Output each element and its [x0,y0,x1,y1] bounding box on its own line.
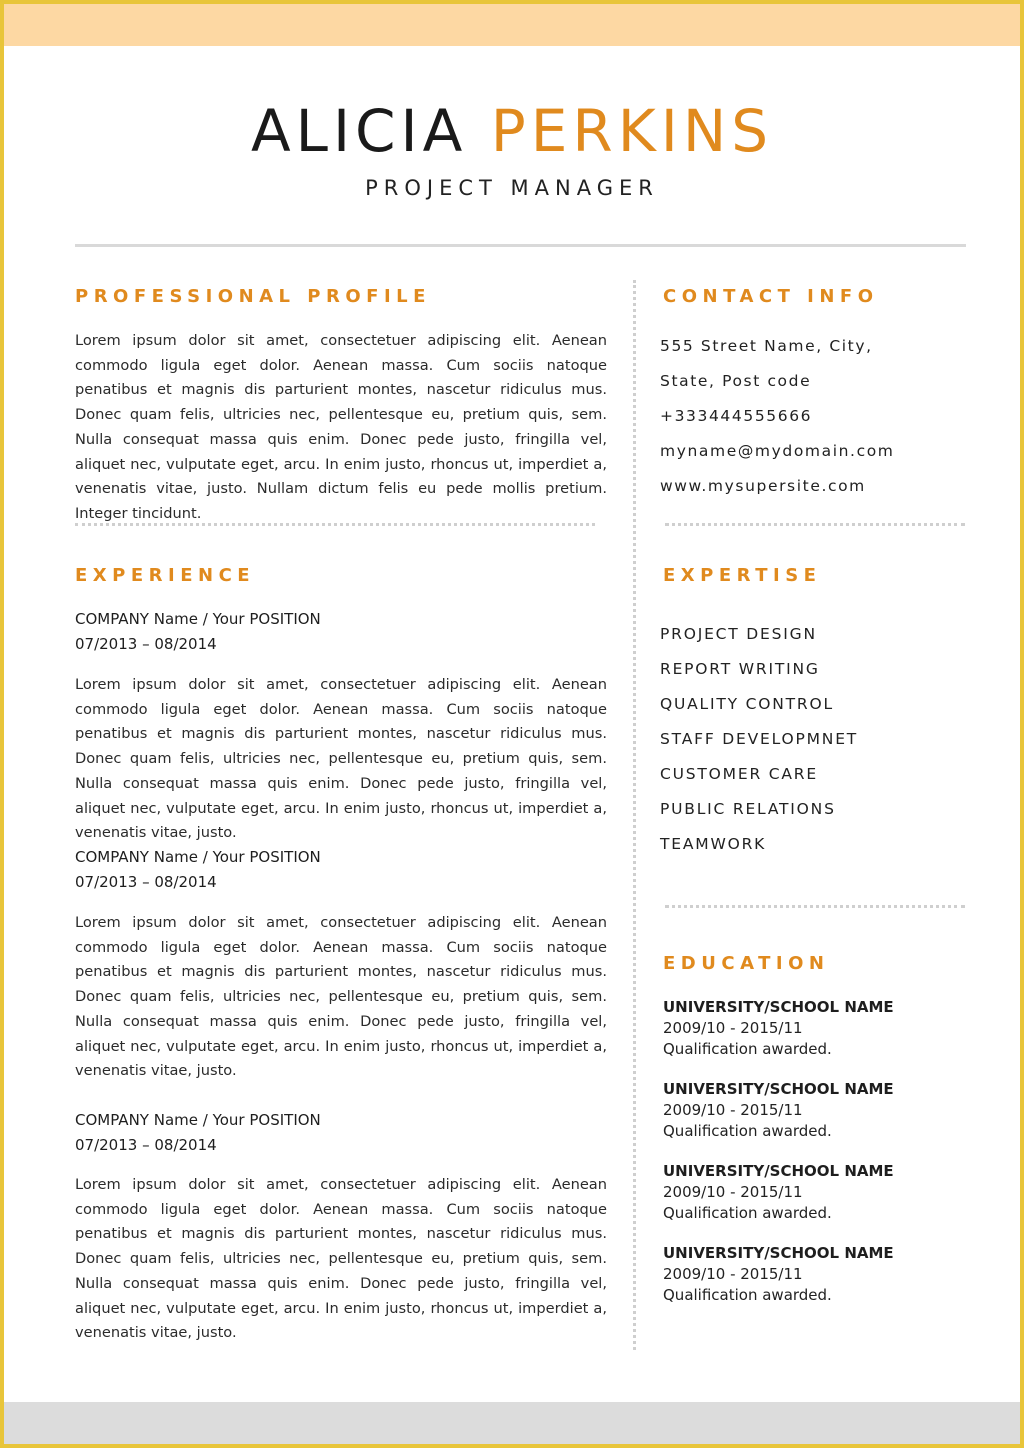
profile-divider [75,523,595,526]
candidate-name [0,96,1024,166]
profile-heading: PROFESSIONAL PROFILE [75,286,431,307]
job-position: COMPANY Name / Your POSITION [75,1111,321,1129]
education-heading: EDUCATION [663,953,830,974]
expertise-divider [665,905,965,908]
job-entry-2 [75,845,607,895]
expertise-item: STAFF DEVELOPMNET [660,730,859,748]
school-name: UNIVERSITY/SCHOOL NAME [663,1162,894,1180]
top-color-band [4,4,1020,46]
expertise-item: TEAMWORK [660,835,767,853]
expertise-item: PUBLIC RELATIONS [660,800,836,818]
education-dates: 2009/10 - 2015/11 [663,1019,803,1037]
expertise-item: QUALITY CONTROL [660,695,834,713]
education-entry [663,997,983,1060]
header-divider [75,244,966,247]
expertise-list [660,617,980,862]
profile-text: Lorem ipsum dolor sit amet, consectetuer adipiscing elit. Aenean commodo ligula eget dolor. Aenean massa. Cum sociis natoque penatibus et magnis dis parturient montes, nascetur ridiculus mus. Donec quam felis, ultricies nec, pellentesque eu, pretium quis, sem. Nulla consequat massa quis enim. Donec pede justo, fringilla vel, aliquet nec, vulputate eget, arcu. In enim justo, rhoncus ut, imperdiet a, venenatis vitae, justo. Nullam dictum felis eu pede mollis pretium. Integer tincidunt. [75,332,607,522]
job-title: PROJECT MANAGER [365,176,659,200]
contact-phone: +333444555666 [660,407,813,425]
job-dates: 07/2013 – 08/2014 [75,635,217,653]
job-description: Lorem ipsum dolor sit amet, consectetuer adipiscing elit. Aenean commodo ligula eget dolor. Aenean massa. Cum sociis natoque penatibus et magnis dis parturient montes, nascetur ridiculus mus. Donec quam felis, ultricies nec, pellentesque eu, pretium quis, sem. Nulla consequat massa quis enim. Donec pede justo, fringilla vel, aliquet nec, vulputate eget, arcu. In enim justo, rhoncus ut, imperdiet a, venenatis vitae, justo. [75,914,607,1080]
contact-email: myname@mydomain.com [660,442,895,460]
expertise-item: CUSTOMER CARE [660,765,818,783]
expertise-item: PROJECT DESIGN [660,625,817,643]
contact-list [660,329,980,504]
school-name: UNIVERSITY/SCHOOL NAME [663,998,894,1016]
contact-heading: CONTACT INFO [663,286,879,307]
experience-heading: EXPERIENCE [75,565,256,586]
job-position: COMPANY Name / Your POSITION [75,610,321,628]
bottom-color-band [4,1402,1020,1444]
contact-website: www.mysupersite.com [660,477,866,495]
last-name: PERKINS [490,97,774,165]
education-entry [663,1161,983,1224]
education-qualification: Qualification awarded. [663,1040,832,1058]
education-dates: 2009/10 - 2015/11 [663,1101,803,1119]
education-qualification: Qualification awarded. [663,1204,832,1222]
education-qualification: Qualification awarded. [663,1122,832,1140]
education-entry [663,1079,983,1142]
contact-address-line-2: State, Post code [660,372,812,390]
column-divider [633,280,636,1350]
education-entry [663,1243,983,1306]
first-name: ALICIA [250,97,468,165]
job-position: COMPANY Name / Your POSITION [75,848,321,866]
contact-address-line-1: 555 Street Name, City, [660,337,873,355]
job-description: Lorem ipsum dolor sit amet, consectetuer adipiscing elit. Aenean commodo ligula eget dolor. Aenean massa. Cum sociis natoque penatibus et magnis dis parturient montes, nascetur ridiculus mus. Donec quam felis, ultricies nec, pellentesque eu, pretium quis, sem. Nulla consequat massa quis enim. Donec pede justo, fringilla vel, aliquet nec, vulputate eget, arcu. In enim justo, rhoncus ut, imperdiet a, venenatis vitae, justo. [75,676,607,842]
education-dates: 2009/10 - 2015/11 [663,1265,803,1283]
school-name: UNIVERSITY/SCHOOL NAME [663,1080,894,1098]
contact-divider [665,523,965,526]
job-entry-1 [75,607,607,657]
job-entry-3 [75,1108,607,1158]
school-name: UNIVERSITY/SCHOOL NAME [663,1244,894,1262]
job-dates: 07/2013 – 08/2014 [75,1136,217,1154]
expertise-heading: EXPERTISE [663,565,822,586]
education-qualification: Qualification awarded. [663,1286,832,1304]
expertise-item: REPORT WRITING [660,660,820,678]
education-dates: 2009/10 - 2015/11 [663,1183,803,1201]
job-description: Lorem ipsum dolor sit amet, consectetuer adipiscing elit. Aenean commodo ligula eget dolor. Aenean massa. Cum sociis natoque penatibus et magnis dis parturient montes, nascetur ridiculus mus. Donec quam felis, ultricies nec, pellentesque eu, pretium quis, sem. Nulla consequat massa quis enim. Donec pede justo, fringilla vel, aliquet nec, vulputate eget, arcu. In enim justo, rhoncus ut, imperdiet a, venenatis vitae, justo. [75,1176,607,1342]
job-dates: 07/2013 – 08/2014 [75,873,217,891]
